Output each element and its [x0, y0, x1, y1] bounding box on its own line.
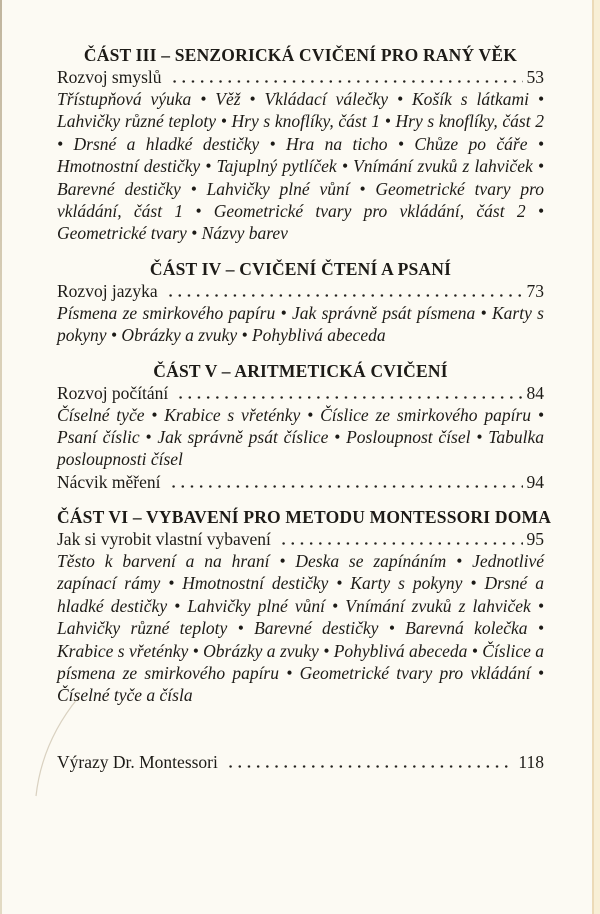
toc-entry [57, 471, 544, 493]
toc-entry-detail: Těsto k barvení a na hraní • Deska se zapínáním • Jednotlivé zapínací rámy • Hmotnostní destičky • Karty s pokyny • Drsné a hladké destičky • Lahvičky plné vůní • Vnímání zvuků z lahviček • Lahvičky různé teploty • Barevné destičky • Barevná kolečka • Krabice s vřeténky • Obrázky a zvuky • Pohyblivá abeceda • Číslice a písmena ze smirkového papíru • Geometrické tvary pro vkládání • Číselné tyče a čísla [57, 550, 544, 706]
toc-entry-page: 95 [526, 528, 544, 549]
toc-entry-detail: Písmena ze smirkového papíru • Jak správně psát písmena • Karty s pokyny • Obrázky a zvuky • Pohyblivá abeceda [57, 302, 544, 346]
section-heading: ČÁST III – SENZORICKÁ CVIČENÍ PRO RANÝ VĚK [83, 45, 518, 65]
toc-section [57, 506, 552, 707]
toc-entry-detail: Číselné tyče • Krabice s vřeténky • Číslice ze smirkového papíru • Psaní číslic • Jak správně psát číslice • Posloupnost čísel • Tabulka posloupnosti čísel [57, 404, 544, 470]
toc-entry-page: 84 [526, 382, 544, 403]
dot-leader [176, 382, 522, 404]
toc-entry-title: Rozvoj smyslů [57, 67, 162, 87]
toc-entry-closing [57, 751, 544, 773]
toc-entry-title: Jak si vyrobit vlastní vybavení [57, 528, 271, 549]
toc-entry-title: Rozvoj jazyka [57, 280, 158, 301]
toc-section [57, 360, 544, 493]
toc-section [57, 258, 544, 347]
toc-entry [57, 280, 544, 302]
toc-entry [57, 66, 544, 88]
toc-sections [57, 44, 552, 707]
toc-entry-page: 53 [526, 67, 544, 87]
dot-leader [169, 471, 523, 493]
toc-entry-title: Výrazy Dr. Montessori [57, 751, 218, 772]
toc-entry-detail: Třístupňová výuka • Věž • Vkládací válečky • Košík s látkami • Lahvičky různé teploty • Hry s knoflíky, část 1 • Hry s knoflíky, část 2 • Drsné a hladké destičky • Hra na ticho • Chůze po čáře • Hmotnostní destičky • Tajuplný pytlíček • Vnímání zvuků z lahviček • Barevné destičky • Lahvičky plné vůní • Geometrické tvary pro vkládání, část 1 • Geometrické tvary pro vkládání, část 2 • Geometrické tvary • Názvy barev [57, 89, 544, 244]
dot-leader [166, 280, 523, 302]
dot-leader [279, 528, 523, 550]
toc-entry-page: 73 [526, 280, 544, 301]
toc-entry [57, 528, 544, 550]
section-heading: ČÁST IV – CVIČENÍ ČTENÍ A PSANÍ [149, 258, 452, 279]
toc-entry-page: 94 [526, 471, 544, 492]
toc-entry-page: 118 [518, 751, 544, 772]
dot-leader [170, 66, 523, 88]
toc-entry-title: Nácvik měření [57, 471, 161, 492]
toc-entry-title: Rozvoj počítání [57, 382, 169, 403]
toc-section [57, 44, 544, 245]
dot-leader [226, 751, 515, 773]
section-heading: ČÁST VI – VYBAVENÍ PRO METODU MONTESSORI DOMA [57, 506, 552, 527]
toc-entry [57, 382, 544, 404]
section-heading: ČÁST V – ARITMETICKÁ CVIČENÍ [153, 360, 448, 381]
